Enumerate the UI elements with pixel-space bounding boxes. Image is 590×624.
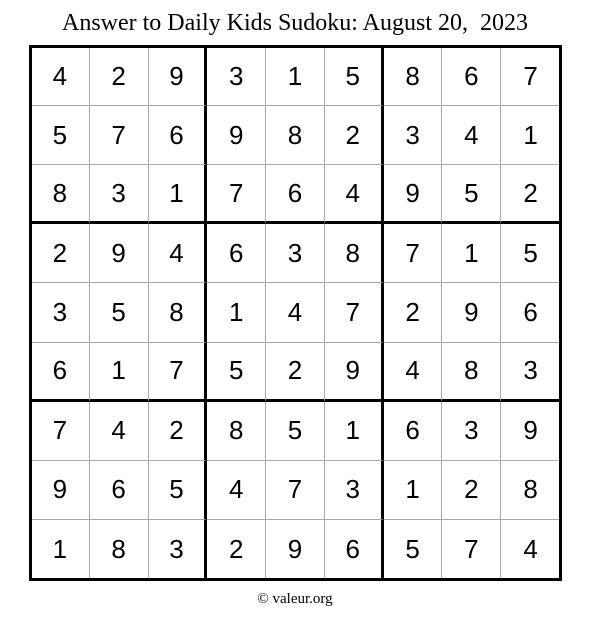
sudoku-cell: 6	[325, 520, 384, 579]
sudoku-cell: 8	[384, 47, 443, 106]
sudoku-cell: 8	[325, 224, 384, 283]
sudoku-cell: 5	[442, 165, 501, 224]
sudoku-cell: 8	[442, 343, 501, 402]
sudoku-cell: 9	[149, 47, 208, 106]
sudoku-cell: 3	[384, 106, 443, 165]
sudoku-cell: 4	[266, 283, 325, 342]
sudoku-cell: 9	[384, 165, 443, 224]
sudoku-cell: 5	[325, 47, 384, 106]
sudoku-cell: 4	[207, 461, 266, 520]
sudoku-cell: 2	[266, 343, 325, 402]
sudoku-cell: 4	[31, 47, 90, 106]
sudoku-cell: 4	[442, 106, 501, 165]
sudoku-cell: 2	[501, 165, 560, 224]
sudoku-cell: 5	[149, 461, 208, 520]
sudoku-cell: 2	[384, 283, 443, 342]
sudoku-cell: 5	[266, 402, 325, 461]
sudoku-cell: 7	[207, 165, 266, 224]
puzzle-title: Answer to Daily Kids Sudoku: August 20, 2023	[61, 10, 528, 36]
sudoku-cell: 3	[90, 165, 149, 224]
sudoku-cell: 5	[384, 520, 443, 579]
sudoku-cell: 3	[149, 520, 208, 579]
sudoku-cell: 2	[207, 520, 266, 579]
sudoku-cell: 6	[90, 461, 149, 520]
sudoku-cell: 7	[90, 106, 149, 165]
sudoku-cell: 5	[31, 106, 90, 165]
sudoku-cell: 8	[266, 106, 325, 165]
copyright-footer: © valeur.org	[257, 591, 333, 607]
sudoku-cell: 4	[325, 165, 384, 224]
sudoku-cell: 3	[325, 461, 384, 520]
sudoku-cell: 1	[325, 402, 384, 461]
sudoku-cell: 9	[501, 402, 560, 461]
sudoku-cell: 1	[90, 343, 149, 402]
sudoku-cell: 7	[149, 343, 208, 402]
sudoku-cell: 7	[501, 47, 560, 106]
sudoku-cell: 8	[149, 283, 208, 342]
sudoku-cell: 3	[31, 283, 90, 342]
sudoku-cell: 3	[501, 343, 560, 402]
sudoku-cell: 4	[90, 402, 149, 461]
sudoku-cell: 6	[442, 47, 501, 106]
sudoku-cell: 6	[266, 165, 325, 224]
sudoku-cell: 3	[207, 47, 266, 106]
sudoku-cell: 2	[31, 224, 90, 283]
sudoku-cell: 1	[207, 283, 266, 342]
sudoku-cell: 2	[149, 402, 208, 461]
sudoku-cell: 6	[31, 343, 90, 402]
sudoku-cell: 9	[31, 461, 90, 520]
sudoku-cell: 2	[90, 47, 149, 106]
sudoku-cell: 9	[207, 106, 266, 165]
sudoku-cell: 9	[325, 343, 384, 402]
sudoku-cell: 4	[523, 533, 538, 564]
sudoku-cell: 9	[266, 520, 325, 579]
sudoku-cell: 7	[266, 461, 325, 520]
sudoku-cell: 3	[266, 224, 325, 283]
sudoku-cell: 5	[90, 283, 149, 342]
sudoku-cell: 5	[501, 224, 560, 283]
sudoku-cell: 8	[31, 165, 90, 224]
sudoku-cell: 8	[501, 461, 560, 520]
sudoku-cell: 1	[31, 520, 90, 579]
sudoku-cell: 9	[90, 224, 149, 283]
sudoku-cell: 1	[442, 224, 501, 283]
sudoku-grid	[31, 47, 560, 579]
sudoku-cell: 7	[31, 402, 90, 461]
sudoku-cell: 3	[442, 402, 501, 461]
sudoku-cell: 1	[501, 106, 560, 165]
sudoku-cell: 1	[384, 461, 443, 520]
sudoku-cell: 5	[207, 343, 266, 402]
sudoku-cell: 6	[149, 106, 208, 165]
sudoku-cell: 9	[442, 283, 501, 342]
sudoku-cell: 4	[149, 224, 208, 283]
sudoku-cell: 1	[266, 47, 325, 106]
sudoku-cell: 7	[442, 520, 501, 579]
sudoku-cell: 2	[325, 106, 384, 165]
sudoku-cell: 6	[501, 283, 560, 342]
sudoku-cell: 1	[149, 165, 208, 224]
sudoku-cell: 8	[90, 520, 149, 579]
sudoku-cell: 6	[207, 224, 266, 283]
sudoku-cell: 6	[384, 402, 443, 461]
sudoku-cell: 7	[384, 224, 443, 283]
sudoku-cell: 4	[384, 343, 443, 402]
sudoku-cell: 2	[442, 461, 501, 520]
sudoku-cell: 8	[207, 402, 266, 461]
sudoku-cell: 7	[325, 283, 384, 342]
